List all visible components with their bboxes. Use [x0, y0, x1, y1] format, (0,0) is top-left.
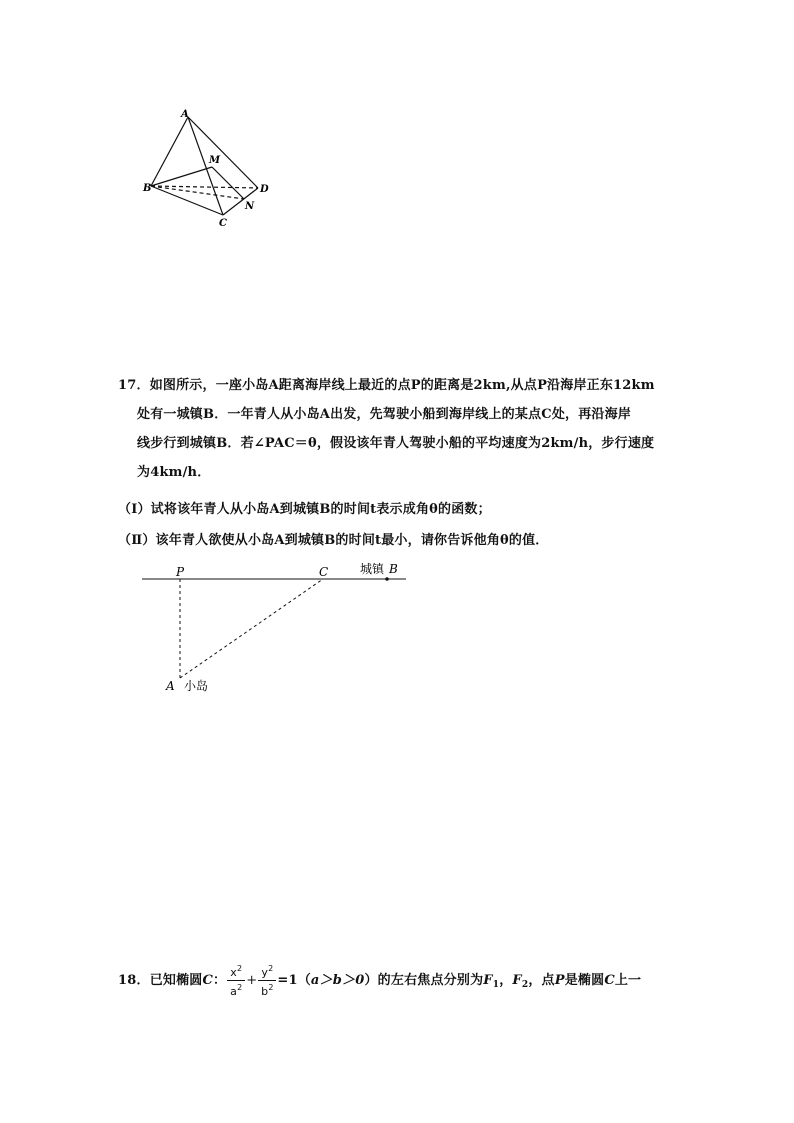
label-town: 城镇: [360, 562, 385, 576]
label-P: P: [176, 565, 185, 579]
curve-C: C: [202, 973, 214, 988]
colon: ：: [213, 973, 227, 988]
problem17-line2: 处有一城镇B．一年青人从小岛A出发，先驾驶小船到海岸线上的某点C处，再沿海岸: [137, 407, 632, 422]
focus-F2: F: [512, 973, 522, 988]
problem17-part2: （Ⅱ）该年青人欲使从小岛A到城镇B的时间t最小，请你告诉他角θ的值．: [118, 533, 549, 548]
label-M: M: [209, 155, 221, 166]
label-B: B: [389, 562, 398, 576]
b-var: b: [261, 985, 269, 998]
point-P: P: [554, 973, 565, 988]
problem17-line4: 为4km/h．: [137, 465, 211, 480]
label-C: C: [219, 218, 227, 229]
sub-1: 1: [492, 980, 500, 990]
segment-MN: [212, 167, 244, 199]
foci-text: ）的左右焦点分别为: [364, 973, 484, 988]
comma: ，: [499, 973, 513, 988]
segment-AC: [180, 579, 323, 678]
label-A: A: [181, 109, 189, 120]
a-var: a: [230, 985, 238, 998]
fraction-x-over-a: $\frac{x^2}{a^2}$: [227, 962, 245, 999]
sub-2: 2: [521, 980, 529, 990]
problem18-prefix: 18．已知椭圆: [118, 973, 203, 988]
edge-AC: [188, 117, 223, 215]
trailing-text: 上一: [614, 973, 642, 988]
label-A: A: [166, 679, 175, 693]
y-var: y: [261, 966, 269, 979]
label-D: D: [260, 184, 269, 195]
equals-one: =1（: [277, 973, 311, 988]
curve-C-2: C: [604, 973, 615, 988]
tetrahedron-figure: [138, 105, 278, 230]
point-B: [385, 577, 389, 581]
condition: a＞b＞0: [310, 973, 365, 988]
label-B: B: [143, 183, 152, 194]
focus-F1: F: [483, 973, 493, 988]
edge-BC: [151, 186, 223, 215]
fraction-y-over-b: $\frac{y^2}{b^2}$: [258, 962, 276, 999]
problem17-line1: 17．如图所示，一座小岛A距离海岸线上最近的点P的距离是2km,从点P沿海岸正东12km: [118, 378, 655, 393]
x-var: x: [230, 966, 237, 979]
problem17-part1: （Ⅰ）试将该年青人从小岛A到城镇B的时间t表示成角θ的函数；: [118, 502, 491, 517]
point-text: ，点: [528, 973, 555, 988]
on-ellipse-text: 是椭圆: [564, 973, 605, 988]
label-N: N: [245, 201, 255, 212]
problem18-line1: [118, 962, 641, 999]
plus-sign: +: [246, 973, 258, 988]
label-C: C: [319, 565, 329, 579]
coastline-figure: [138, 558, 418, 698]
label-island: 小岛: [184, 679, 209, 693]
problem17-line3: 线步行到城镇B．若∠PAC＝θ，假设该年青人驾驶小船的平均速度为2km/h，步行速度: [137, 436, 655, 451]
